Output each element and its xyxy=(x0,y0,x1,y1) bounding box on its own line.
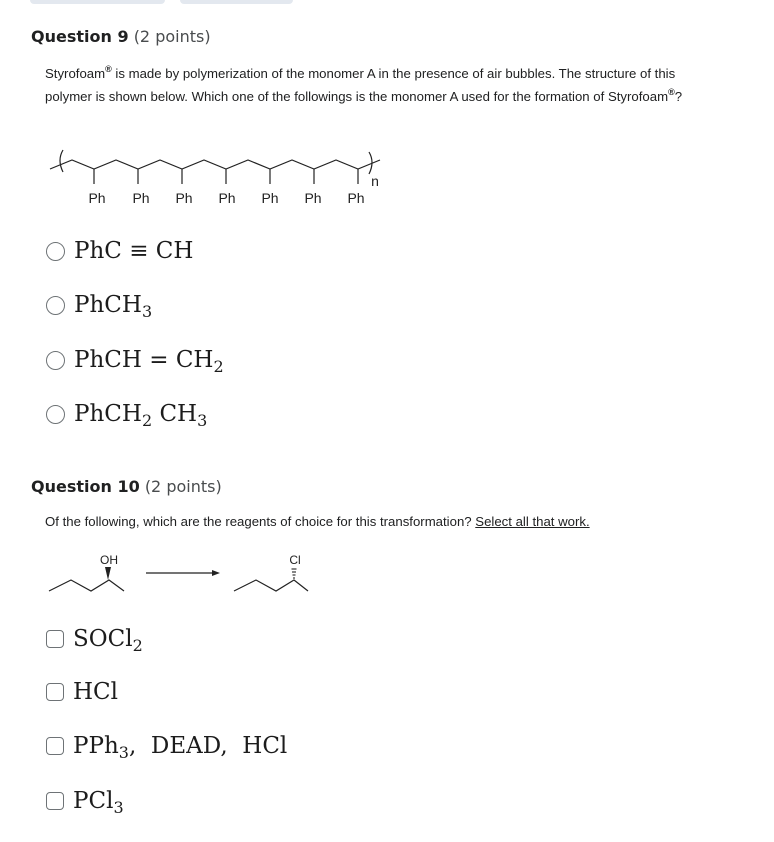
polystyrene-structure xyxy=(44,146,444,208)
ph-label: Ph xyxy=(304,190,322,206)
option-label: PhC ≡ CH xyxy=(74,238,194,264)
checkbox[interactable] xyxy=(46,683,64,701)
question-9-text: Styrofoam® is made by polymerization of the monomer A in the presence of air bubbles. The structure of this polymer is shown below. Which one of the followings is the monomer A used for the formation of Styrofoam®? xyxy=(45,64,683,104)
polymer-backbone xyxy=(50,160,380,169)
option-label: PPh$_3$, DEAD, HCl xyxy=(73,733,288,762)
q10-option-1[interactable] xyxy=(46,624,143,654)
q10-option-4[interactable] xyxy=(46,786,124,816)
option-label: HCl xyxy=(73,679,119,705)
product-chain xyxy=(234,580,308,591)
ph-label: Ph xyxy=(132,190,150,206)
reactant-chain xyxy=(49,580,124,591)
ph-label: Ph xyxy=(261,190,279,206)
oh-label: OH xyxy=(100,553,118,567)
radio-button[interactable] xyxy=(46,296,65,315)
option-label: PhCH$_3$ xyxy=(74,292,153,321)
q9-option-3[interactable] xyxy=(46,345,224,375)
ph-label: Ph xyxy=(347,190,365,206)
checkbox[interactable] xyxy=(46,737,64,755)
option-label: SOCl$_2$ xyxy=(73,626,143,655)
ph-label: Ph xyxy=(218,190,236,206)
option-label: PCl$_3$ xyxy=(73,788,124,817)
bracket-left xyxy=(60,150,63,172)
select-all-note: Select all that work. xyxy=(475,514,590,529)
option-label: PhCH$_2$ $CH_3$ xyxy=(74,401,208,430)
cl-label: Cl xyxy=(289,553,301,567)
radio-button[interactable] xyxy=(46,405,65,424)
reaction-scheme xyxy=(44,550,334,602)
question-9-title: Question 9 (2 points) xyxy=(31,27,211,46)
q10-option-3[interactable] xyxy=(46,731,287,761)
arrowhead xyxy=(212,570,220,576)
q9-option-1[interactable] xyxy=(46,236,193,266)
top-tab-2[interactable] xyxy=(180,0,293,4)
radio-button[interactable] xyxy=(46,351,65,370)
bracket-right xyxy=(369,152,372,174)
repeat-n-label: n xyxy=(371,173,379,189)
ph-label: Ph xyxy=(88,190,106,206)
q9-option-2[interactable] xyxy=(46,290,152,320)
top-tab-1[interactable] xyxy=(30,0,165,4)
hashed-bond xyxy=(292,569,297,578)
wedge-bond xyxy=(105,567,111,580)
q9-option-4[interactable] xyxy=(46,399,207,429)
option-label: PhCH = $CH_2$ xyxy=(74,347,224,376)
question-10-title: Question 10 (2 points) xyxy=(31,477,222,496)
radio-button[interactable] xyxy=(46,242,65,261)
checkbox[interactable] xyxy=(46,630,64,648)
checkbox[interactable] xyxy=(46,792,64,810)
question-10-text: Of the following, which are the reagents of choice for this transformation? Select all that work. xyxy=(45,514,590,529)
ph-label: Ph xyxy=(175,190,193,206)
q10-option-2[interactable] xyxy=(46,677,118,707)
